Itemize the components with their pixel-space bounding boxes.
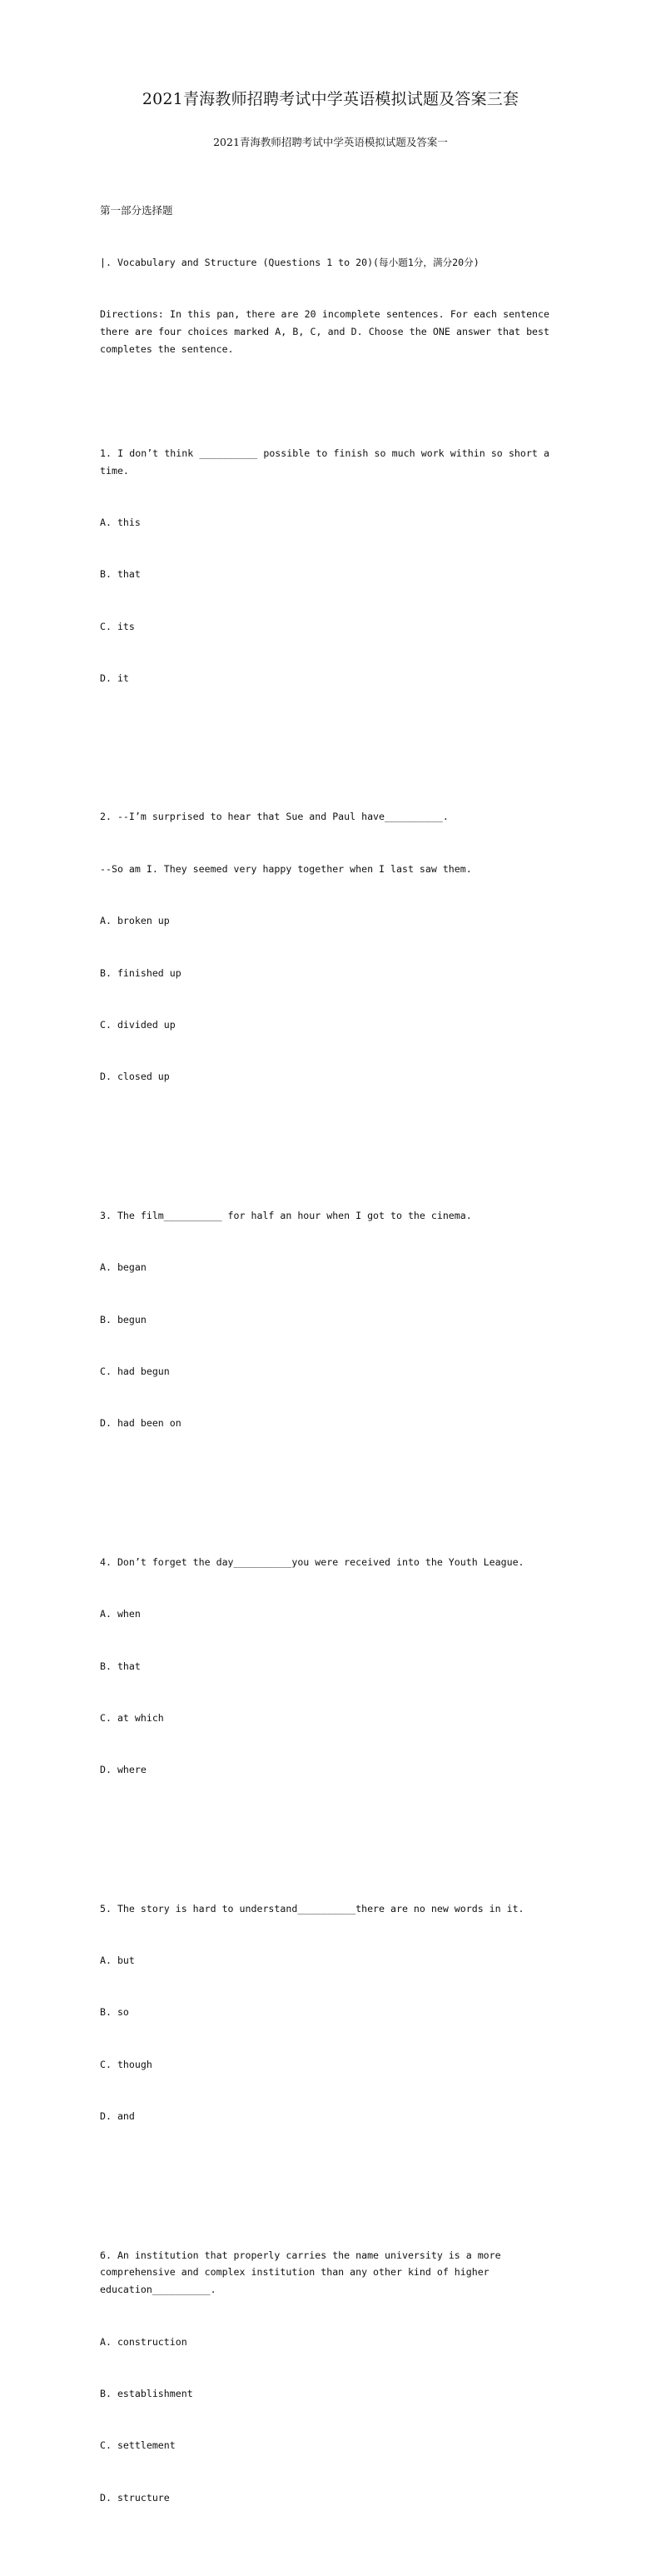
exam-content xyxy=(100,167,555,2576)
directions-text: Directions: In this pan, there are 20 incomplete sentences. For each sentence there are four choices marked A, B, C, and D. Choose the ONE answer that best completes the sentence. xyxy=(100,308,555,355)
question-5 xyxy=(100,1865,549,2160)
option-b: B. that xyxy=(100,1660,141,1672)
option-d: D. had been on xyxy=(100,1417,181,1430)
option-a: A. began xyxy=(100,1261,147,1274)
option-a: A. when xyxy=(100,1608,141,1620)
question-6 xyxy=(100,2212,549,2541)
option-c: C. though xyxy=(100,2058,152,2070)
option-a: A. broken up xyxy=(100,915,170,927)
option-d: D. and xyxy=(100,2110,135,2123)
document-title: 2021青海教师招聘考试中学英语模拟试题及答案三套 xyxy=(142,90,519,108)
option-c: C. divided up xyxy=(100,1019,176,1031)
document-subtitle: 2021青海教师招聘考试中学英语模拟试题及答案一 xyxy=(213,136,448,148)
question-4 xyxy=(100,1519,549,1814)
option-b: B. begun xyxy=(100,1313,147,1325)
question-3 xyxy=(100,1172,549,1467)
option-c: C. its xyxy=(100,620,135,632)
option-c: C. had begun xyxy=(100,1365,170,1377)
question-stem-reply: --So am I. They seemed very happy together when I last saw them. xyxy=(100,862,472,875)
option-c: C. at which xyxy=(100,1711,164,1724)
option-b: B. that xyxy=(100,568,141,581)
option-d: D. closed up xyxy=(100,1071,170,1083)
question-stem: 3. The film__________ for half an hour when I got to the cinema. xyxy=(100,1209,472,1221)
question-stem: 5. The story is hard to understand__________there are no new words in it. xyxy=(100,1902,524,1915)
option-c: C. settlement xyxy=(100,2439,176,2452)
option-b: B. finished up xyxy=(100,966,181,979)
option-a: A. but xyxy=(100,1954,135,1967)
question-stem: 1. I don’t think __________ possible to finish so much work within so short a time. xyxy=(100,447,555,477)
question-stem: 2. --I’m surprised to hear that Sue and Paul have__________. xyxy=(100,811,449,823)
part-heading: |. Vocabulary and Structure (Questions 1 to 20)(每小题1分，满分20分) xyxy=(100,256,480,268)
option-a: A. this xyxy=(100,516,141,528)
option-b: B. so xyxy=(100,2006,129,2019)
option-a: A. construction xyxy=(100,2335,187,2348)
question-2 xyxy=(100,774,549,1121)
option-d: D. where xyxy=(100,1764,147,1776)
question-stem: 4. Don’t forget the day__________you were received into the Youth League. xyxy=(100,1555,524,1568)
question-1 xyxy=(100,410,555,721)
question-stem: 6. An institution that properly carries the name university is a more comprehensive and complex institution than any other kind of higher education__________. xyxy=(100,2249,507,2296)
option-d: D. it xyxy=(100,672,129,685)
option-b: B. establishment xyxy=(100,2388,193,2399)
section-heading: 第一部分选择题 xyxy=(100,203,173,217)
option-d: D. structure xyxy=(100,2491,170,2504)
